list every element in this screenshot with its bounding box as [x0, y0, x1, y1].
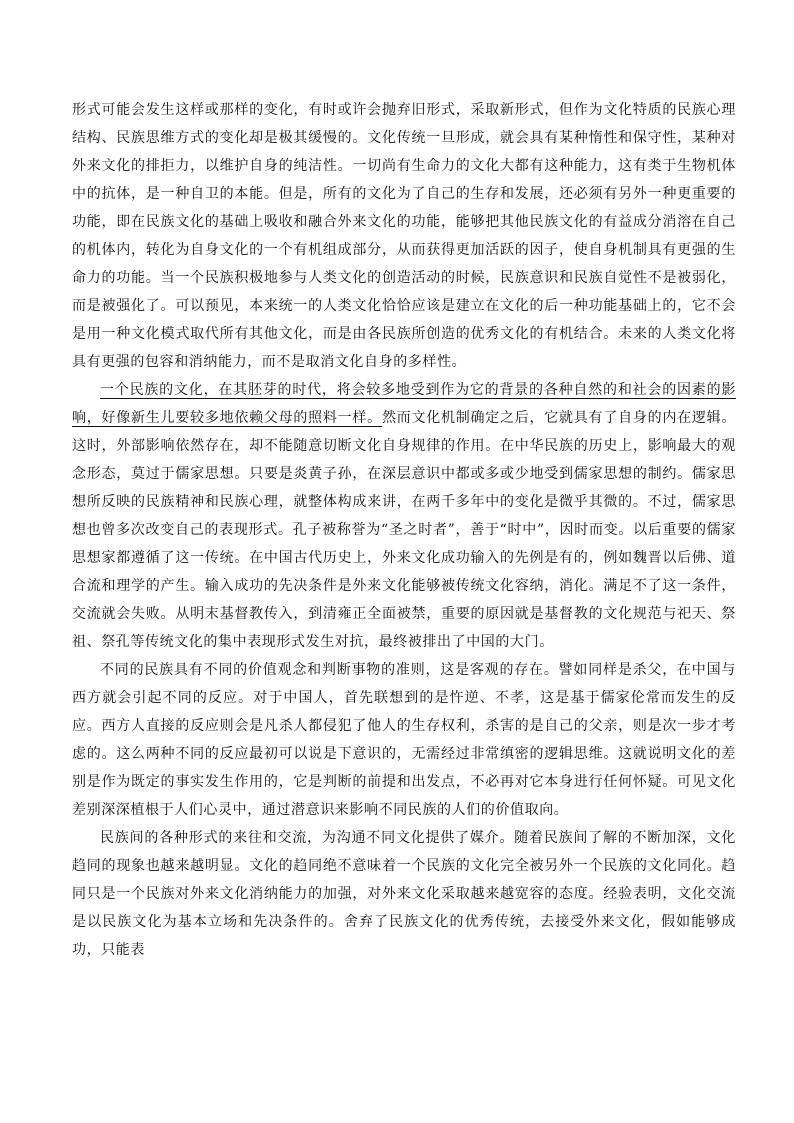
paragraph-2-text: 然而文化机制确定之后，它就具有了自身的内在逻辑。这时，外部影响依然存在，却不能随意切断文化自身规律的作用。在中华民族的历史上，影响最大的观念形态，莫过于儒家思想。只要是炎黄子孙，在深层意识中都或多或少地受到儒家思想的制约。儒家思想所反映的民族精神和民族心理，就整体构成来讲，在两千多年中的变化是微乎其微的。不过，儒家思想也曾多次改变自己的表现形式。孔子被称誉为“圣之时者”，善于“时中”，因时而变。以后重要的儒家思想家都遵循了这一传统。在中国古代历史上，外来文化成功输入的先例是有的，例如魏晋以后佛、道合流和理学的产生。输入成功的先决条件是外来文化能够被传统文化容纳，消化。满足不了这一条件，交流就会失败。从明末基督教传入，到清雍正全面被禁，重要的原因就是基督教的文化规范与祀天、祭祖、祭孔等传统文化的集中表现形式发生对抗，最终被排出了中国的大门。 — [72, 410, 736, 650]
article-body — [72, 96, 736, 964]
paragraph-4 — [72, 824, 736, 964]
paragraph-3 — [72, 656, 736, 824]
paragraph-1 — [72, 96, 736, 376]
paragraph-3-text: 不同的民族具有不同的价值观念和判断事物的准则，这是客观的存在。譬如同样是杀父，在中国与西方就会引起不同的反应。对于中国人，首先联想到的是忤逆、不孝，这是基于儒家伦常而发生的反应。西方人直接的反应则会是凡杀人都侵犯了他人的生存权利，杀害的是自己的父亲，则是次一步才考虑的。这么两种不同的反应最初可以说是下意识的，无需经过非常缜密的逻辑思维。这就说明文化的差别是作为既定的事实发生作用的，它是判断的前提和出发点，不必再对它本身进行任何怀疑。可见文化差别深深植根于人们心灵中，通过潜意识来影响不同民族的人们的价值取向。 — [72, 662, 736, 818]
underlined-sentence: 一个民族的文化，在其胚芽的时代，将会较多地受到作为它的背景的各种自然的和社会的因素的影响，好像新生儿要较多地依赖父母的照料一样。 — [72, 382, 736, 426]
paragraph-2 — [72, 376, 736, 656]
paragraph-1-text: 形式可能会发生这样或那样的变化，有时或许会抛弃旧形式，采取新形式，但作为文化特质的民族心理结构、民族思维方式的变化却是极其缓慢的。文化传统一旦形成，就会具有某种惰性和保守性，某种对外来文化的排拒力，以维护自身的纯洁性。一切尚有生命力的文化大都有这种能力，这有类于生物机体中的抗体，是一种自卫的本能。但是，所有的文化为了自己的生存和发展，还必须有另外一种更重要的功能，即在民族文化的基础上吸收和融合外来文化的功能，能够把其他民族文化的有益成分消溶在自己的机体内，转化为自身文化的一个有机组成部分，从而获得更加活跃的因子，使自身机制具有更强的生命力的功能。当一个民族积极地参与人类文化的创造活动的时候，民族意识和民族自觉性不是被弱化，而是被强化了。可以预见，本来统一的人类文化恰恰应该是建立在文化的后一种功能基础上的，它不会是用一种文化模式取代所有其他文化，而是由各民族所创造的优秀文化的有机结合。未来的人类文化将具有更强的包容和消纳能力，而不是取消文化自身的多样性。 — [72, 102, 736, 370]
paragraph-4-text: 民族间的各种形式的来往和交流，为沟通不同文化提供了媒介。随着民族间了解的不断加深，文化趋同的现象也越来越明显。文化的趋同绝不意味着一个民族的文化完全被另外一个民族的文化同化。趋同只是一个民族对外来文化消纳能力的加强，对外来文化采取越来越宽容的态度。经验表明，文化交流是以民族文化为基本立场和先决条件的。舍弃了民族文化的优秀传统，去接受外来文化，假如能够成功，只能表 — [72, 830, 736, 958]
